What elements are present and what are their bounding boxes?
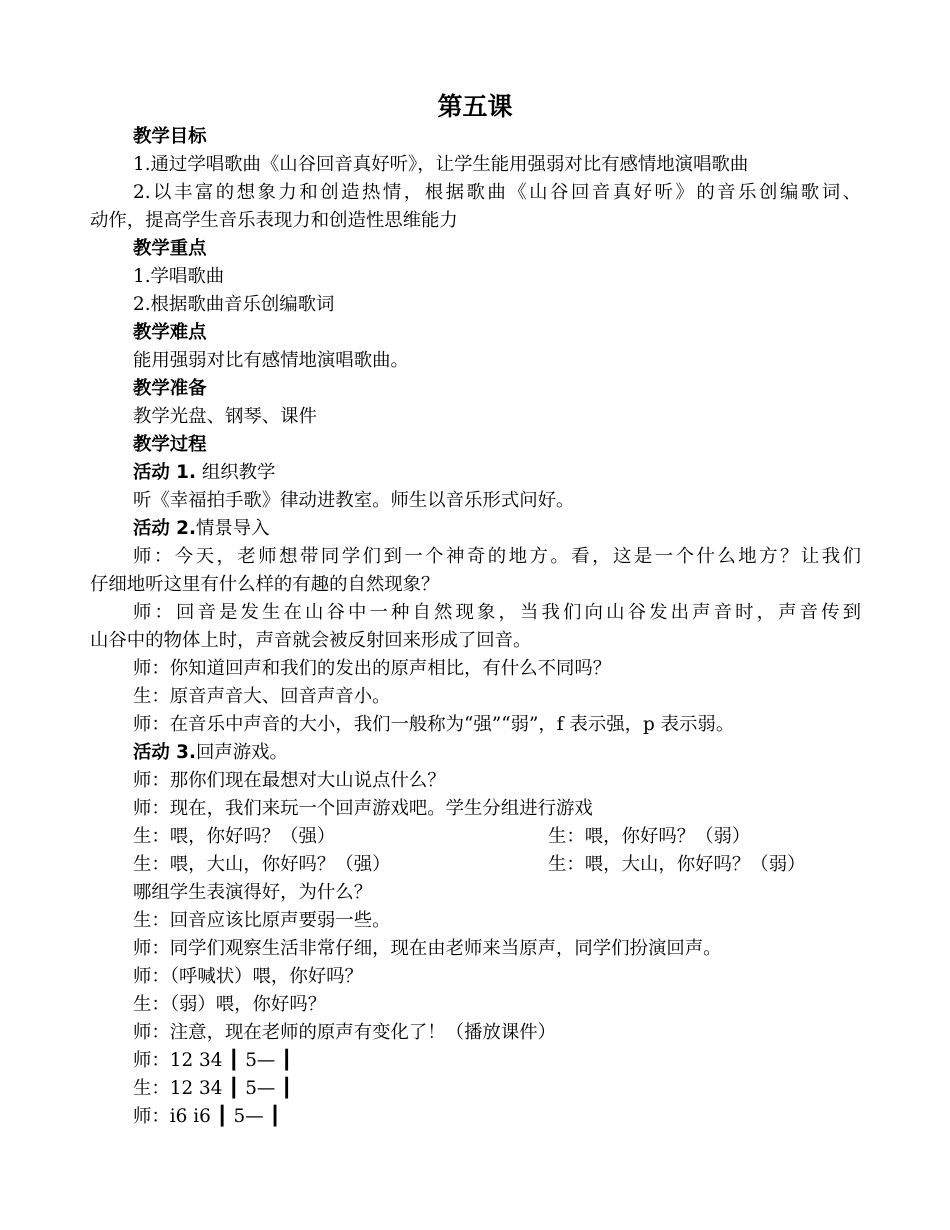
activity-2-p2-line-1: 师：回音是发生在山谷中一种自然现象，当我们向山谷发出声音时，声音传到 — [133, 602, 861, 623]
activity-1-label: 活动 1. — [133, 462, 196, 483]
activity-3-after-4: 师：（呼喊状）喂，你好吗？ — [133, 966, 363, 987]
activity-2-label: 活动 2. — [133, 518, 196, 539]
key-point-item-2: 2.根据歌曲音乐创编歌词 — [133, 294, 335, 315]
activity-3-label: 活动 3. — [133, 742, 196, 763]
activity-2-p5: 师：在音乐中声音的大小，我们一般称为“强”“弱”，f 表示强，p 表示弱。 — [133, 714, 735, 735]
activity-3-line-2: 师：现在，我们来玩一个回声游戏吧。学生分组进行游戏 — [133, 798, 593, 819]
activity-2-p4: 生：原音声音大、回音声音小。 — [133, 686, 391, 707]
key-points-heading: 教学重点 — [133, 238, 207, 259]
activity-3-after-1: 哪组学生表演得好，为什么？ — [133, 882, 373, 903]
notation-line-2: 生：12 34 ┃ 5— ┃ — [133, 1078, 293, 1099]
activity-1-title: 组织教学 — [195, 462, 276, 483]
process-heading: 教学过程 — [133, 434, 207, 455]
difficulty-text: 能用强弱对比有感情地演唱歌曲。 — [133, 350, 409, 371]
objectives-heading: 教学目标 — [133, 126, 207, 147]
game-left-1: 生：喂，你好吗？（强） — [133, 826, 336, 847]
activity-3-line-1: 师：那你们现在最想对大山说点什么？ — [133, 770, 446, 791]
key-point-item-1: 1.学唱歌曲 — [133, 266, 225, 287]
difficulty-heading: 教学难点 — [133, 322, 207, 343]
objective-item-2-line-1: 2.以丰富的想象力和创造热情，根据歌曲《山谷回音真好听》的音乐创编歌词、 — [133, 182, 861, 203]
game-right-1: 生：喂，你好吗？（弱） — [548, 826, 751, 847]
activity-3-after-5: 生：（弱）喂，你好吗？ — [133, 994, 327, 1015]
activity-2-title: 情景导入 — [195, 518, 270, 539]
objective-item-2-line-2: 动作，提高学生音乐表现力和创造性思维能力 — [90, 210, 458, 231]
lesson-title: 第五课 — [437, 92, 513, 121]
activity-1-text: 听《幸福拍手歌》律动进教室。师生以音乐形式问好。 — [133, 490, 575, 511]
activity-2-p3: 师：你知道回声和我们的发出的原声相比，有什么不同吗？ — [133, 658, 612, 679]
game-right-2: 生：喂，大山，你好吗？（弱） — [548, 854, 806, 875]
preparation-text: 教学光盘、钢琴、课件 — [133, 406, 317, 427]
game-left-2: 生：喂，大山，你好吗？（强） — [133, 854, 391, 875]
objective-item-1: 1.通过学唱歌曲《山谷回音真好听》，让学生能用强弱对比有感情地演唱歌曲 — [133, 154, 749, 175]
activity-3-after-6: 师：注意，现在老师的原声有变化了！（播放课件） — [133, 1022, 556, 1043]
activity-3-after-3: 师：同学们观察生活非常仔细，现在由老师来当原声，同学们扮演回声。 — [133, 938, 722, 959]
notation-line-1: 师：12 34 ┃ 5— ┃ — [133, 1050, 293, 1071]
activity-1-line — [133, 461, 275, 485]
activity-2-p1-line-2: 仔细地听这里有什么样的有趣的自然现象？ — [90, 574, 440, 595]
activity-3-title: 回声游戏。 — [195, 742, 288, 763]
activity-2-line — [133, 517, 270, 541]
activity-3-line — [133, 741, 288, 765]
notation-line-3: 师：i6 i6 ┃ 5— ┃ — [133, 1106, 281, 1127]
activity-2-p2-line-2: 山谷中的物体上时，声音就会被反射回来形成了回音。 — [90, 630, 532, 651]
activity-2-p1-line-1: 师：今天，老师想带同学们到一个神奇的地方。看，这是一个什么地方？让我们 — [133, 546, 861, 567]
preparation-heading: 教学准备 — [133, 378, 207, 399]
activity-3-after-2: 生：回音应该比原声要弱一些。 — [133, 910, 391, 931]
